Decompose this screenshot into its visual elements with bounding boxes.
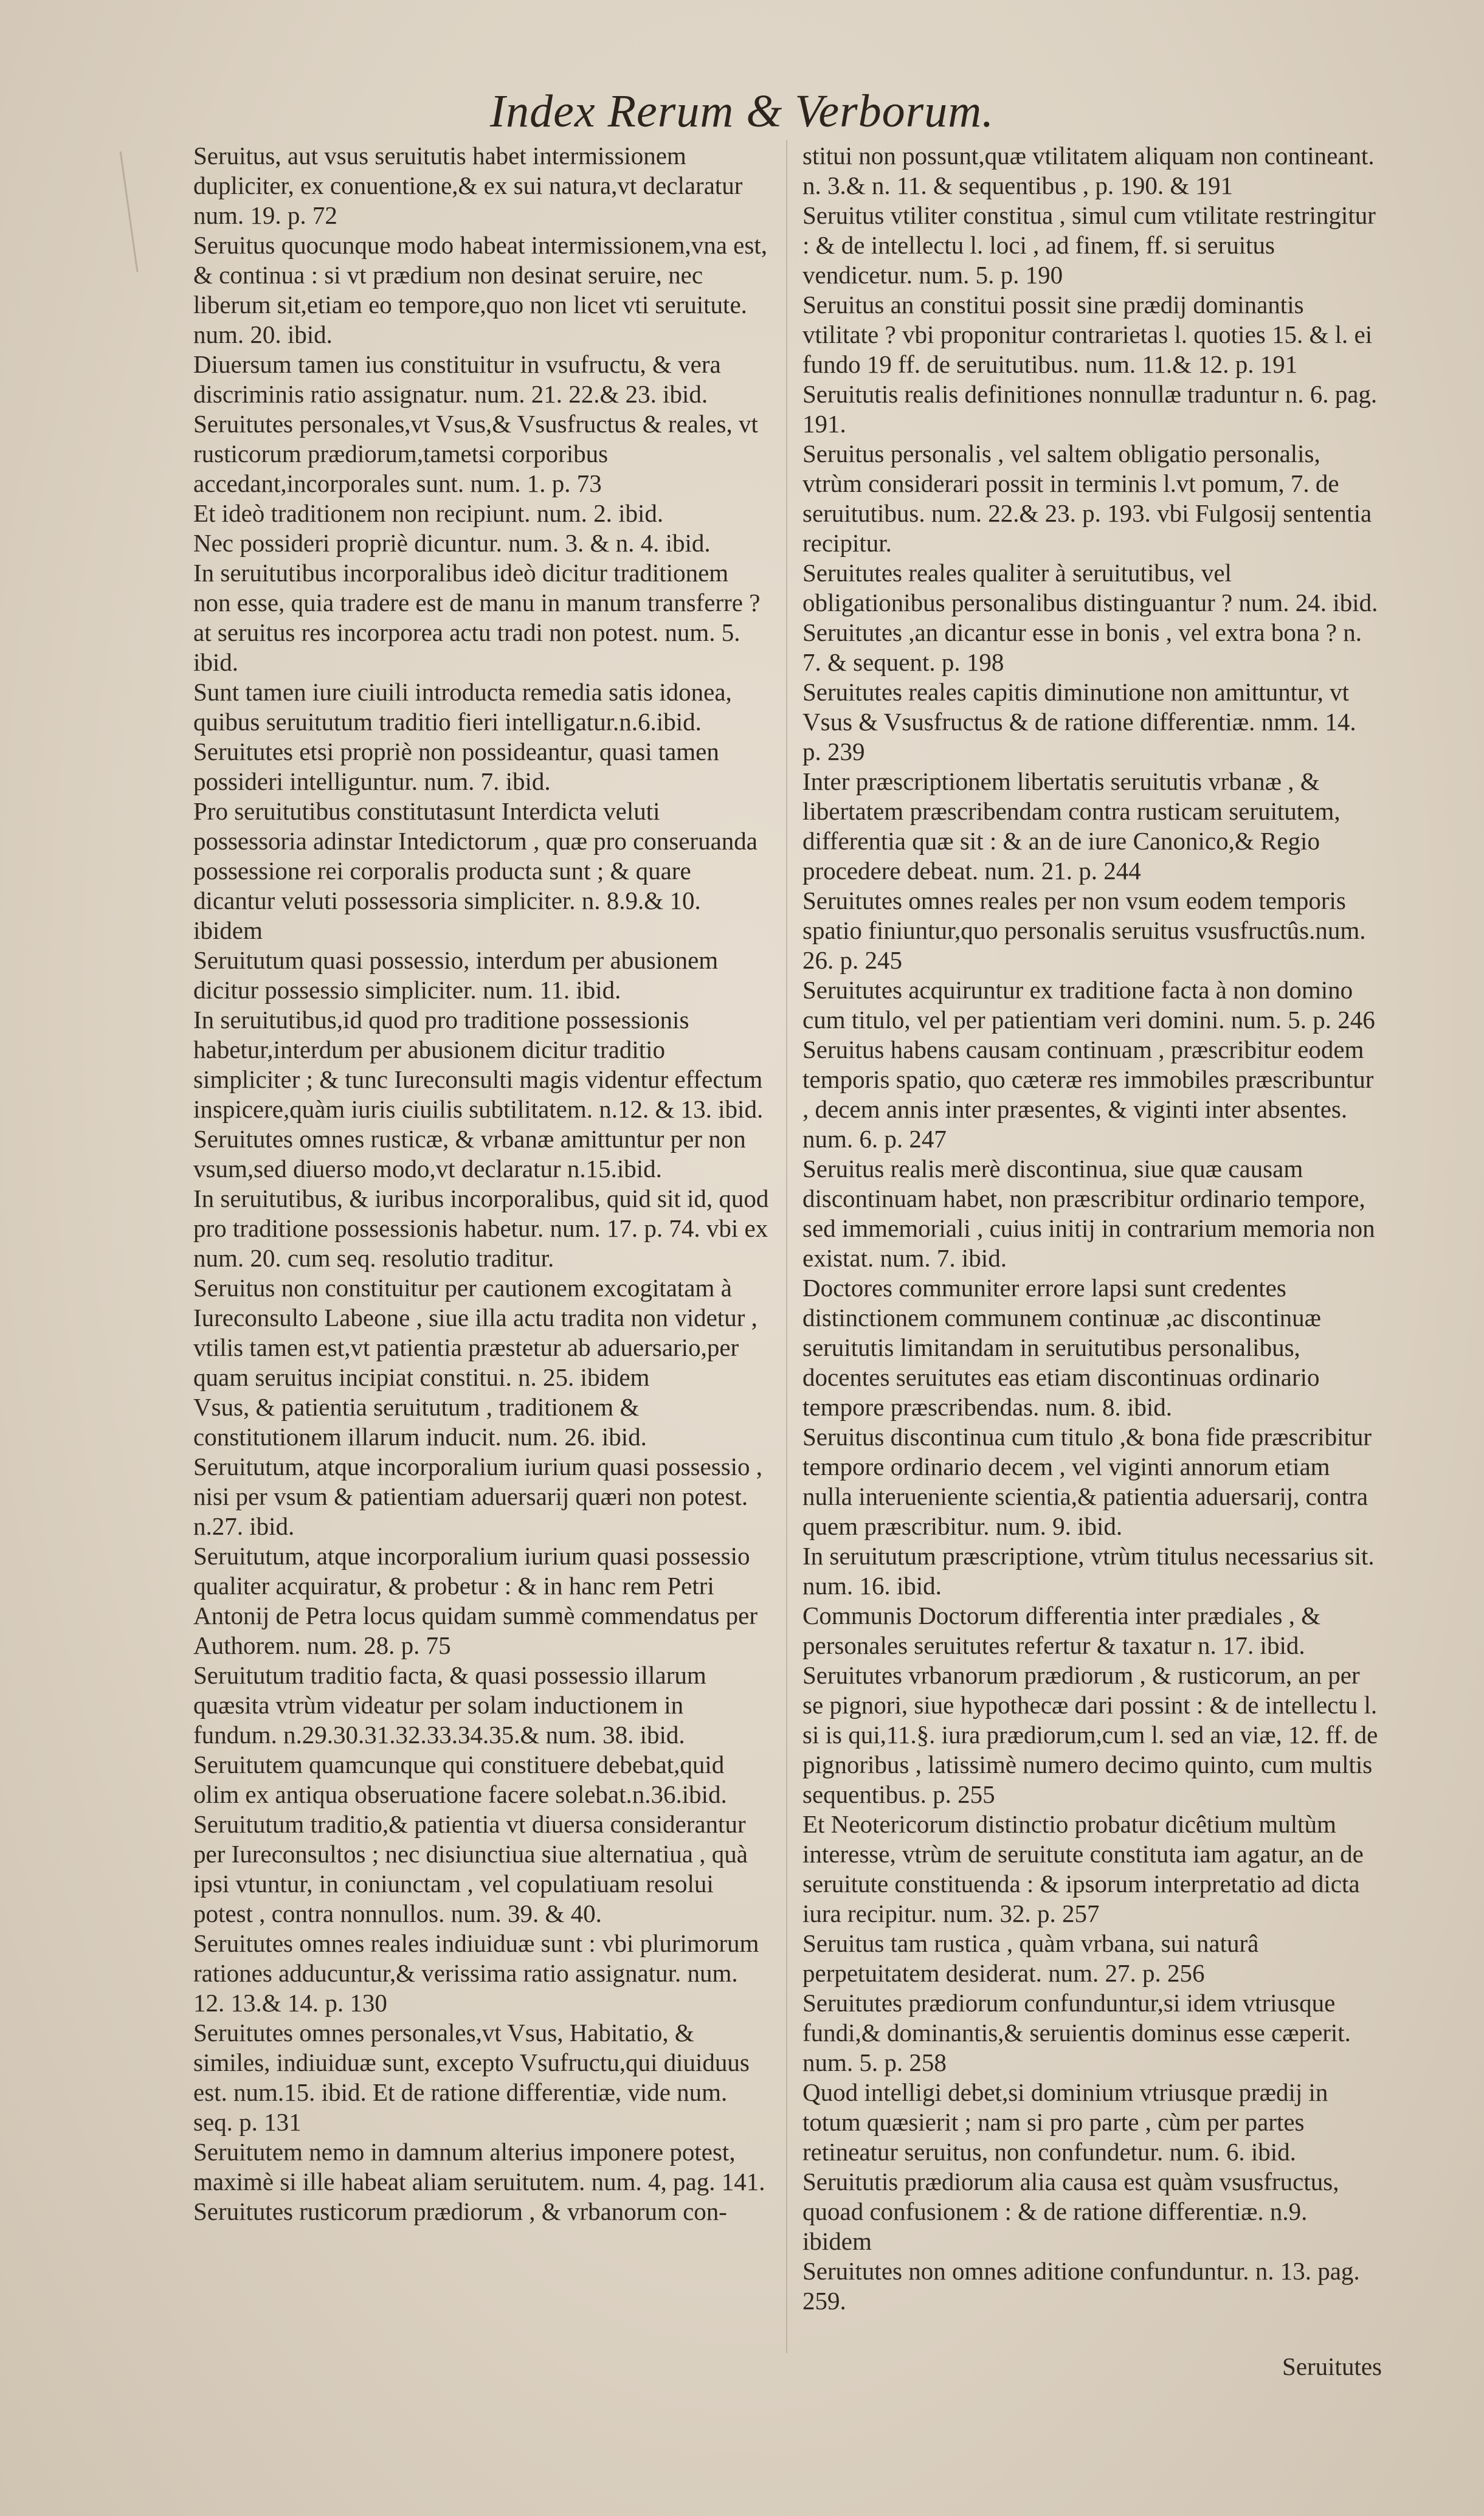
index-entry: Seruitutum quasi possessio, interdum per abusionem dicitur possessio simpliciter. num. 11. ibid. (193, 946, 719, 1004)
index-entry: Seruitutum traditio facta, & quasi possessio illarum quæsita vtrùm videatur per solam inductionem in fundum. n.29.30.31.32.33.34.35.& num. 38. ibid. (193, 1661, 706, 1749)
index-entry: Seruitutes omnes reales per non vsum eodem temporis spatio finiuntur,quo personalis seruitus vsusfructûs.num. 26. p. 245 (802, 886, 1366, 974)
index-entry: Et Neotericorum distinctio probatur dicêtium multùm interesse, vtrùm de seruitute constituta iam agatur, an de seruitute constituenda : & ipsorum interpretatio ad dicta iura recipitur. num. 32. p. 257 (802, 1810, 1364, 1927)
index-entry: Seruitutes personales,vt Vsus,& Vsusfructus & reales, vt rusticorum prædiorum,tametsi corporibus accedant,incorporales sunt. num. 1. p. 73 (193, 410, 758, 497)
index-entry: Pro seruitutibus constitutasunt Interdicta veluti possessoria adinstar Intedictorum , quæ pro conseruanda possessione rei corporalis producta sunt ; & quare dicantur veluti possessoria simpliciter. n. 8.9.& 10. ibidem (193, 797, 758, 944)
column-divider (786, 140, 787, 2353)
index-entry: In seruitutibus, & iuribus incorporalibus, quid sit id, quod pro traditione possessionis habetur. num. 17. p. 74. vbi ex num. 20. cum seq. resolutio traditur. (193, 1184, 769, 1272)
page-title: Index Rerum & Verborum. (489, 86, 995, 137)
index-entry: Seruitutes prædiorum confunduntur,si idem vtriusque fundi,& dominantis,& seruientis dominus esse cæperit. num. 5. p. 258 (802, 1989, 1351, 2076)
catchword: Seruitutes (1282, 2352, 1382, 2380)
index-entry: Seruitutum, atque incorporalium iurium quasi possessio , nisi per vsum & patientiam aduersarij quæri non potest. n.27. ibid. (193, 1453, 763, 1540)
index-entry: Seruitutes rusticorum prædiorum , & vrbanorum con- (193, 2197, 727, 2225)
index-entry: stitui non possunt,quæ vtilitatem aliquam non contineant. n. 3.& n. 11. & sequentibus , p. 190. & 191 (802, 142, 1375, 199)
index-entry: Seruitutes acquiruntur ex traditione facta à non domino cum titulo, vel per patientiam veri domini. num. 5. p. 246 (802, 976, 1375, 1034)
index-entry: Seruitus non constituitur per cautionem excogitatam à Iureconsulto Labeone , siue illa actu tradita non videtur , vtilis tamen est,vt patientia præstetur ab aduersario,per quam seruitus incipiat constitui. n. 25. ibidem (193, 1274, 758, 1391)
index-entry: Et ideò traditionem non recipiunt. num. 2. ibid. (193, 499, 664, 527)
index-entry: Seruitutes vrbanorum prædiorum , & rusticorum, an per se pignori, siue hypothecæ dari possint : & de intellectu l. si is qui,11.§. iura prædiorum,cum l. sed an viæ, 12. ff. de pignoribus , latissimè numero decimo quinto, cum multis sequentibus. p. 255 (802, 1661, 1378, 1808)
index-entry: Seruitutis prædiorum alia causa est quàm vsusfructus, quoad confusionem : & de ratione differentiæ. n.9. ibidem (802, 2168, 1339, 2255)
index-entry: Seruitutum traditio,& patientia vt diuersa considerantur per Iureconsultos ; nec disiunctiua siue alternatiua , quà ipsi vtuntur, in coniunctam , vel copulatiuam resolui potest , contra nonnullos. num. 39. & 40. (193, 1810, 748, 1927)
index-entry: Quod intelligi debet,si dominium vtriusque prædij in totum quæsierit ; nam si pro parte , cùm per partes retineatur seruitus, non confundetur. num. 6. ibid. (802, 2078, 1328, 2166)
left-column (193, 141, 771, 2227)
index-entry: Diuersum tamen ius constituitur in vsufructu, & vera discriminis ratio assignatur. num. 21. 22.& 23. ibid. (193, 350, 721, 408)
index-entry: In seruitutibus incorporalibus ideò dicitur traditionem non esse, quia tradere est de manu in manum transferre ? at seruitus res incorporea actu tradi non potest. num. 5. ibid. (193, 559, 761, 676)
index-entry: Vsus, & patientia seruitutum , traditionem & constitutionem illarum inducit. num. 26. ibid. (193, 1393, 647, 1451)
index-entry: Seruitus personalis , vel saltem obligatio personalis, vtrùm considerari possit in terminis l.vt pomum, 7. de seruitutibus. num. 22.& 23. p. 193. vbi Fulgosij sententia recipitur. (802, 440, 1372, 557)
index-entry: Seruitus an constitui possit sine prædij dominantis vtilitate ? vbi proponitur contrarietas l. quoties 15. & l. ei fundo 19 ff. de seruitutibus. num. 11.& 12. p. 191 (802, 291, 1373, 378)
index-entry: Seruitutes omnes reales indiuiduæ sunt : vbi plurimorum rationes adducuntur,& verissima ratio assignatur. num. 12. 13.& 14. p. 130 (193, 1929, 759, 2017)
index-entry: Seruitutes etsi propriè non possideantur, quasi tamen possideri intelliguntur. num. 7. ibid. (193, 738, 719, 795)
index-entry: Seruitus habens causam continuam , præscribitur eodem temporis spatio, quo cæteræ res immobiles præscribuntur , decem annis inter præsentes, & viginti inter absentes. num. 6. p. 247 (802, 1035, 1374, 1153)
index-entry: Seruitutes reales capitis diminutione non amittuntur, vt Vsus & Vsusfructus & de ratione differentiæ. nmm. 14. p. 239 (802, 678, 1356, 766)
index-entry: Seruitus tam rustica , quàm vrbana, sui naturâ perpetuitatem desiderat. num. 27. p. 256 (802, 1929, 1259, 1987)
index-entry: Doctores communiter errore lapsi sunt credentes distinctionem communem continuæ ,ac discontinuæ seruitutis limitandam in seruitutibus personalibus, docentes seruitutes eas etiam discontinuas ordinario tempore præscribendas. num. 8. ibid. (802, 1274, 1321, 1421)
index-entry: Seruitutes ,an dicantur esse in bonis , vel extra bona ? n. 7. & sequent. p. 198 (802, 618, 1362, 676)
index-entry: Seruitutes omnes personales,vt Vsus, Habitatio, & similes, indiuiduæ sunt, excepto Vsufructu,qui diuiduus est. num.15. ibid. Et de ratione differentiæ, vide num. seq. p. 131 (193, 2019, 750, 2136)
index-entry: Seruitus quocunque modo habeat intermissionem,vna est, & continua : si vt prædium non desinat seruire, nec liberum sit,etiam eo tempore,quo non licet vti seruitute. num. 20. ibid. (193, 231, 767, 348)
index-entry: In seruitutibus,id quod pro traditione possessionis habetur,interdum per abusionem dicitur traditio simpliciter ; & tunc Iureconsulti magis videntur effectum inspicere,quàm iuris ciuilis subtilitatem. n.12. & 13. ibid. (193, 1006, 764, 1123)
index-entry: Seruitus discontinua cum titulo ,& bona fide præscribitur tempore ordinario decem , vel viginti annorum etiam nulla interueniente scientia,& patientia aduersarij, contra quem præscribitur. num. 9. ibid. (802, 1423, 1372, 1540)
index-entry: Nec possideri propriè dicuntur. num. 3. & n. 4. ibid. (193, 529, 711, 557)
index-entry: Seruitutes reales qualiter à seruitutibus, vel obligationibus personalibus distinguantur ? num. 24. ibid. (802, 559, 1378, 617)
index-entry: Inter præscriptionem libertatis seruitutis vrbanæ , & libertatem præscribendam contra rusticam seruitutem, differentia quæ sit : & an de iure Canonico,& Regio procedere debeat. num. 21. p. 244 (802, 767, 1341, 885)
right-column (802, 141, 1380, 2316)
index-entry: Seruitutes non omnes aditione confunduntur. n. 13. pag. 259. (802, 2257, 1360, 2315)
index-entry: Seruitutem nemo in damnum alterius imponere potest, maximè si ille habeat aliam seruitutem. num. 4, pag. 141. (193, 2138, 765, 2196)
index-entry: Seruitus vtiliter constitua , simul cum vtilitate restringitur : & de intellectu l. loci , ad finem, ff. si seruitus vendicetur. num. 5. p. 190 (802, 201, 1376, 289)
index-entry: Seruitutum, atque incorporalium iurium quasi possessio qualiter acquiratur, & probetur : & in hanc rem Petri Antonij de Petra locus quidam summè commendatus per Authorem. num. 28. p. 75 (193, 1542, 758, 1659)
index-entry: Seruitus, aut vsus seruitutis habet intermissionem dupliciter, ex conuentione,& ex sui natura,vt declaratur num. 19. p. 72 (193, 142, 743, 229)
index-entry: Seruitutis realis definitiones nonnullæ traduntur n. 6. pag. 191. (802, 380, 1378, 438)
index-entry: Communis Doctorum differentia inter prædiales , & personales seruitutes refertur & taxatur n. 17. ibid. (802, 1602, 1321, 1659)
index-entry: Sunt tamen iure ciuili introducta remedia satis idonea, quibus seruitutum traditio fieri intelligatur.n.6.ibid. (193, 678, 732, 736)
index-entry: Seruitutem quamcunque qui constituere debebat,quid olim ex antiqua obseruatione facere solebat.n.36.ibid. (193, 1750, 727, 1808)
index-entry: Seruitutes omnes rusticæ, & vrbanæ amittuntur per non vsum,sed diuerso modo,vt declaratur n.15.ibid. (193, 1125, 746, 1183)
index-entry: In seruitutum præscriptione, vtrùm titulus necessarius sit. num. 16. ibid. (802, 1542, 1375, 1600)
index-entry: Seruitus realis merè discontinua, siue quæ causam discontinuam habet, non præscribitur ordinario tempore, sed immemoriali , cuius initij in contrarium memoria non existat. num. 7. ibid. (802, 1155, 1375, 1272)
